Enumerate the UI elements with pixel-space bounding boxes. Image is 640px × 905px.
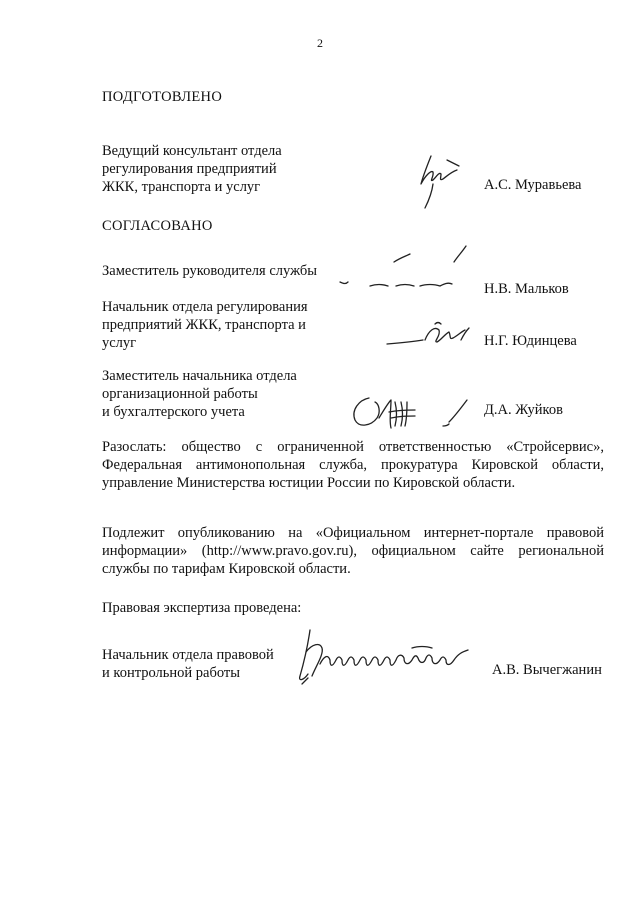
distribution-paragraph bbox=[102, 438, 604, 492]
position-line: Ведущий консультант отдела bbox=[102, 143, 282, 159]
position-line: услуг bbox=[102, 335, 137, 351]
position-line: предприятий ЖКК, транспорта и bbox=[102, 317, 306, 333]
signer-3-position bbox=[102, 367, 297, 421]
signature-malkov bbox=[330, 240, 480, 300]
distribution-line: управление Министерства юстиции России по Кировской области. bbox=[102, 475, 516, 491]
page-number: 2 bbox=[317, 36, 323, 50]
position-line: Начальник отдела правовой bbox=[102, 647, 274, 663]
publication-line: информации» (http://www.pravo.gov.ru), официальном сайте региональной bbox=[102, 543, 604, 559]
position-line: Заместитель начальника отдела bbox=[102, 368, 297, 384]
prepared-position bbox=[102, 142, 282, 196]
position-line: Начальник отдела регулирования bbox=[102, 299, 308, 315]
position-line: и контрольной работы bbox=[102, 665, 240, 681]
signature-muravyeva bbox=[405, 150, 475, 214]
signer-1-position bbox=[102, 262, 317, 280]
signer-2-position bbox=[102, 298, 308, 352]
publication-line: службы по тарифам Кировской области. bbox=[102, 561, 351, 577]
distribution-line: Разослать: общество с ограниченной ответственностью «Стройсервис», bbox=[102, 439, 604, 455]
legal-review-position bbox=[102, 646, 274, 682]
position-line: организационной работы bbox=[102, 386, 258, 402]
legal-review-name: А.В. Вычегжанин bbox=[492, 662, 602, 678]
signature-vychegzhanin bbox=[292, 624, 482, 690]
signer-2-name: Н.Г. Юдинцева bbox=[484, 333, 577, 349]
signature-yudintseva bbox=[385, 300, 475, 360]
publication-paragraph bbox=[102, 524, 604, 578]
legal-review-heading: Правовая экспертиза проведена: bbox=[102, 600, 302, 616]
distribution-line: Федеральная антимонопольная служба, прокуратура Кировской области, bbox=[102, 457, 604, 473]
position-line: ЖКК, транспорта и услуг bbox=[102, 179, 261, 195]
agreed-heading: СОГЛАСОВАНО bbox=[102, 218, 213, 234]
position-line: и бухгалтерского учета bbox=[102, 404, 245, 420]
signer-1-name: Н.В. Мальков bbox=[484, 281, 569, 297]
signer-3-name: Д.А. Жуйков bbox=[484, 402, 563, 418]
publication-line: Подлежит опубликованию на «Официальном интернет-портале правовой bbox=[102, 525, 604, 541]
position-line: Заместитель руководителя службы bbox=[102, 263, 318, 279]
prepared-heading: ПОДГОТОВЛЕНО bbox=[102, 89, 223, 105]
position-line: регулирования предприятий bbox=[102, 161, 277, 177]
prepared-name: А.С. Муравьева bbox=[484, 177, 582, 193]
signature-zhuikov bbox=[345, 388, 475, 438]
